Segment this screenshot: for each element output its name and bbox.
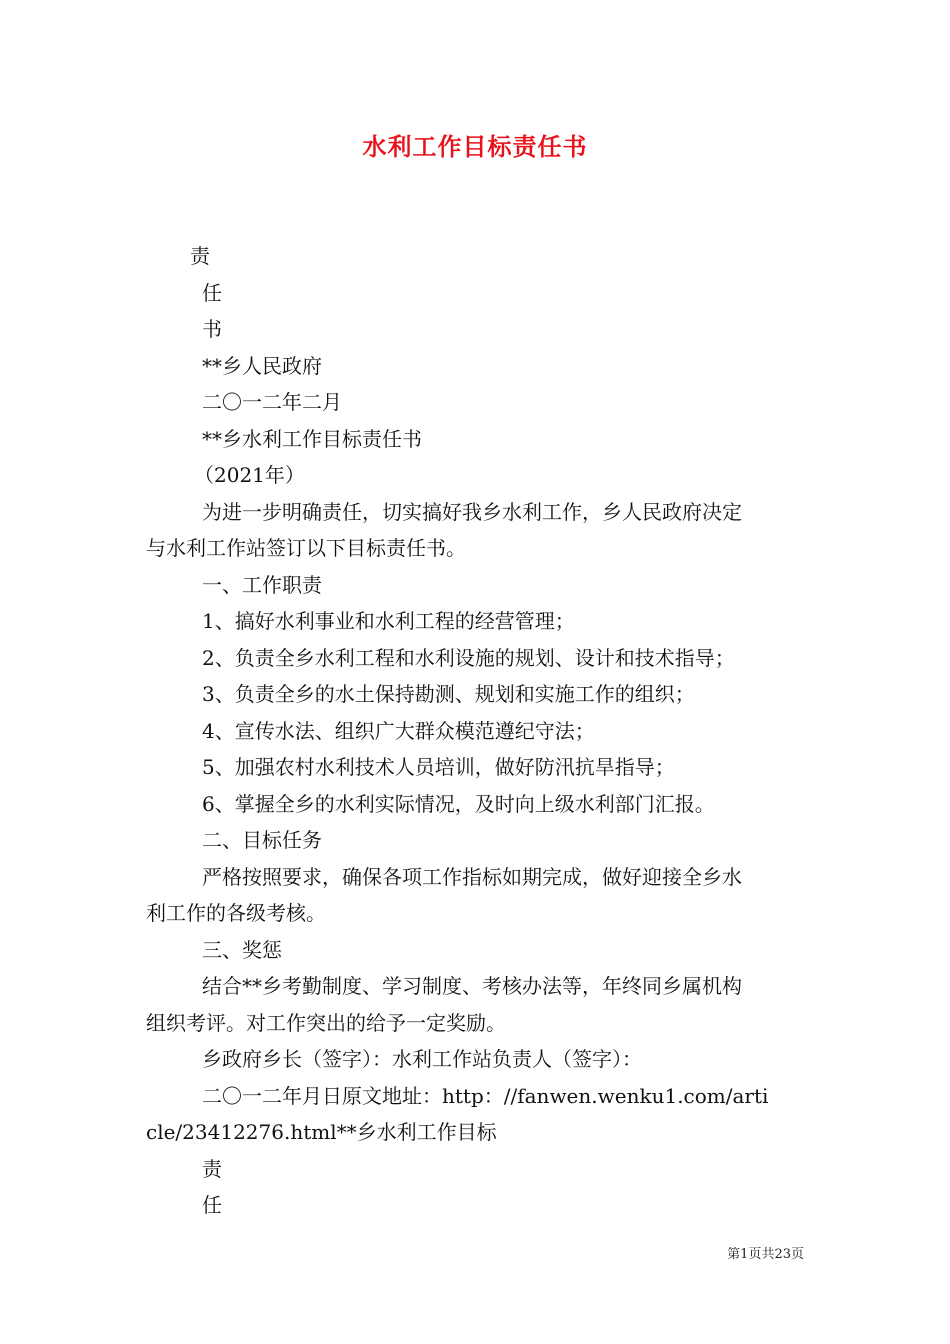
body-line: 二〇一二年二月: [202, 390, 342, 414]
page-indicator: 第1页共23页: [727, 1247, 804, 1262]
body-line: 利工作的各级考核。: [146, 901, 326, 925]
body-line: **乡人民政府: [202, 353, 322, 378]
section-heading: 二、目标任务: [202, 828, 322, 852]
section-heading: 三、奖惩: [202, 937, 282, 962]
body-line: （2021年）: [194, 463, 305, 487]
body-line: 与水利工作站签订以下目标责任书。: [146, 536, 466, 560]
body-line: 书: [202, 317, 222, 341]
section-heading: 一、工作职责: [202, 572, 322, 597]
body-line: 组织考评。对工作突出的给予一定奖励。: [146, 1010, 506, 1035]
list-item: 1、搞好水利事业和水利工程的经营管理；: [202, 609, 575, 633]
list-item: 6、掌握全乡的水利实际情况，及时向上级水利部门汇报。: [202, 791, 715, 816]
document-title: 水利工作目标责任书: [362, 132, 588, 161]
body-line: 严格按照要求，确保各项工作指标如期完成，做好迎接全乡水: [202, 864, 742, 889]
list-item: 4、宣传水法、组织广大群众模范遵纪守法；: [202, 718, 595, 743]
document-body: [146, 238, 806, 1224]
list-item: 2、负责全乡水利工程和水利设施的规划、设计和技术指导；: [202, 645, 735, 670]
body-line: 任: [202, 1193, 222, 1217]
body-line: cle/23412276.html**乡水利工作目标: [146, 1120, 497, 1144]
body-line: **乡水利工作目标责任书: [202, 426, 422, 451]
list-item: 5、加强农村水利技术人员培训，做好防汛抗旱指导；: [202, 755, 675, 779]
body-line: 任: [202, 280, 222, 305]
body-line: 为进一步明确责任，切实搞好我乡水利工作，乡人民政府决定: [202, 499, 742, 524]
list-item: 3、负责全乡的水土保持勘测、规划和实施工作的组织；: [202, 682, 695, 706]
signature-line: 乡政府乡长（签字）：水利工作站负责人（签字）：: [202, 1047, 642, 1071]
body-line: 责: [202, 1156, 222, 1181]
body-line: 二〇一二年月日原文地址：http：//fanwen.wenku1.com/arti: [202, 1083, 769, 1108]
body-line: 结合**乡考勤制度、学习制度、考核办法等，年终同乡属机构: [202, 974, 742, 998]
body-line: 责: [190, 244, 210, 268]
